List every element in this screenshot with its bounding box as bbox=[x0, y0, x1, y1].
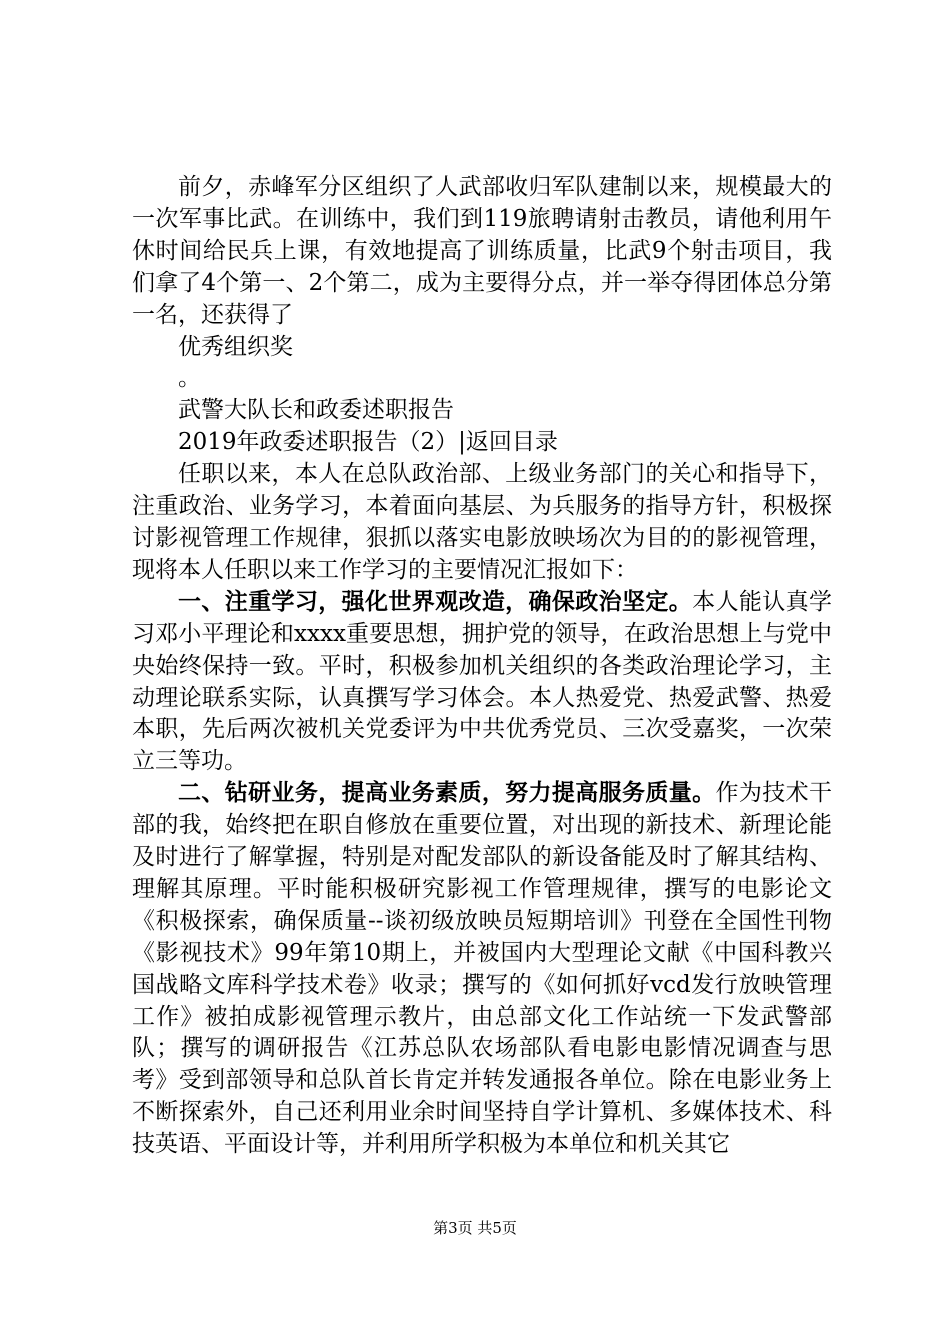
section-2-body: 作为技术干部的我，始终把在职自修放在重要位置，对出现的新技术、新理论能及时进行了解掌握，特别是对配发部队的新设备能及时了解其结构、理解其原理。平时能积极研究影视工作管理规律，撰写的电影论文《积极探索，确保质量--谈初级放映员短期培训》刊登在全国性刊物《影视技术》99年第10期上，并被国内大型理论文献《中国科教兴国战略文库科学技术卷》收录；撰写的《如何抓好vcd发行放映管理工作》被拍成影视管理示教片，由总部文化工作站统一下发武警部队；撰写的调研报告《江苏总队农场部队看电影电影情况调查与思考》受到部领导和总队首长肯定并转发通报各单位。除在电影业务上不断探索外，自己还利用业余时间坚持自学计算机、多媒体技术、科技英语、平面设计等，并利用所学积极为本单位和机关其它 bbox=[132, 780, 833, 1158]
section-2-paragraph bbox=[132, 778, 832, 1161]
period-line: 。 bbox=[178, 365, 201, 392]
page-footer bbox=[0, 1218, 950, 1238]
section-1-heading: 一、注重学习，强化世界观改造，确保政治坚定。 bbox=[178, 588, 693, 615]
related-title: 武警大队长和政委述职报告 bbox=[178, 397, 454, 424]
section-1-body: 本人能认真学习邓小平理论和xxxx重要思想，拥护党的领导，在政治思想上与党中央始终保持一致。平时，积极参加机关组织的各类政治理论学习，主动理论联系实际，认真撰写学习体会。本人热爱党、热爱武警、热爱本职，先后两次被机关党委评为中共优秀党员、三次受嘉奖，一次荣立三等功。 bbox=[132, 588, 833, 775]
award-line: 优秀组织奖 bbox=[178, 333, 293, 360]
page-indicator: 第3页 共5页 bbox=[433, 1219, 517, 1237]
intro-paragraph: 前夕，赤峰军分区组织了人武部收归军队建制以来，规模最大的一次军事比武。在训练中，我们到119旅聘请射击教员，请他利用午休时间给民兵上课，有效地提高了训练质量，比武9个射击项目，我们拿了4个第一、2个第二，成为主要得分点，并一举夺得团体总分第一名，还获得了 bbox=[132, 174, 832, 328]
document-body bbox=[132, 172, 832, 1161]
section-2-heading: 二、钻研业务，提高业务素质，努力提高服务质量。 bbox=[178, 780, 716, 807]
section-1-paragraph bbox=[132, 587, 832, 778]
report-link-line[interactable]: 2019年政委述职报告（2）|返回目录 bbox=[178, 429, 558, 456]
opening-paragraph: 任职以来，本人在总队政治部、上级业务部门的关心和指导下，注重政治、业务学习，本着面向基层、为兵服务的指导方针，积极探讨影视管理工作规律，狠抓以落实电影放映场次为目的的影视管理，现将本人任职以来工作学习的主要情况汇报如下： bbox=[132, 461, 832, 583]
